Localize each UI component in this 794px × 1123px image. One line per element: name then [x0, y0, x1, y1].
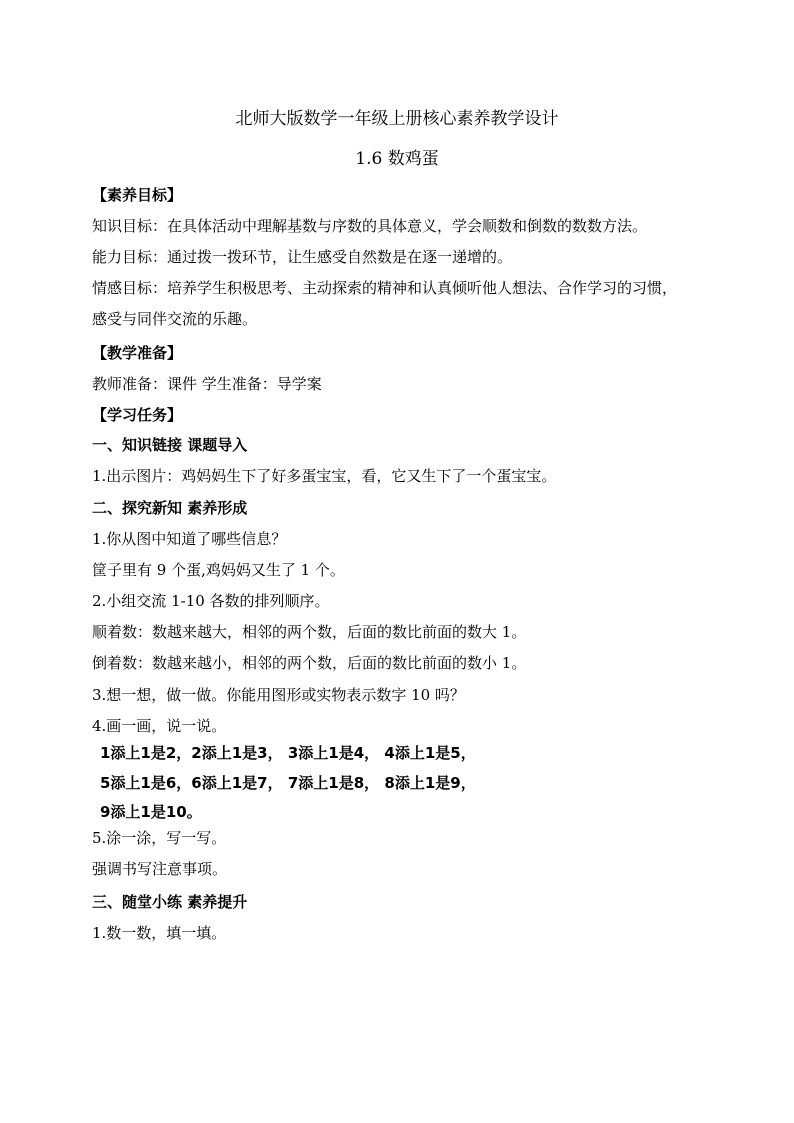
section-heading-goals: 【素养目标】: [92, 186, 183, 204]
addition-line-3: 9添上1是10。: [100, 803, 202, 821]
writing-note: 强调书写注意事项。: [92, 860, 228, 878]
task-two-answer-1: 筐子里有 9 个蛋,鸡妈妈又生了 1 个。: [92, 561, 345, 579]
addition-line-1: 1添上1是2，2添上1是3， 3添上1是4， 4添上1是5，: [100, 744, 476, 762]
task-one-item-1: 1.出示图片：鸡妈妈生下了好多蛋宝宝，看，它又生下了一个蛋宝宝。: [92, 467, 557, 485]
emotion-goal-continued: 感受与同伴交流的乐趣。: [92, 310, 258, 328]
lesson-title: 1.6 数鸡蛋: [355, 149, 439, 169]
task-two-item-5: 5.涂一涂，写一写。: [92, 829, 227, 847]
task-part-two-heading: 二、探究新知 素养形成: [92, 499, 248, 517]
preparation-text: 教师准备：课件 学生准备：导学案: [92, 375, 322, 393]
addition-line-2: 5添上1是6，6添上1是7， 7添上1是8， 8添上1是9，: [100, 774, 476, 792]
task-part-one-heading: 一、知识链接 课题导入: [92, 436, 248, 454]
backward-counting-text: 倒着数：数越来越小，相邻的两个数，后面的数比前面的数小 1。: [92, 654, 527, 672]
task-two-item-4: 4.画一画，说一说。: [92, 717, 227, 735]
emotion-goal: 情感目标：培养学生积极思考、主动探索的精神和认真倾听他人想法、合作学习的习惯，: [92, 279, 678, 297]
section-heading-tasks: 【学习任务】: [92, 406, 183, 424]
ability-goal: 能力目标：通过拨一拨环节，让生感受自然数是在逐一递增的。: [92, 248, 513, 266]
forward-counting-text: 顺着数：数越来越大，相邻的两个数，后面的数比前面的数大 1。: [92, 623, 527, 641]
document-title: 北师大版数学一年级上册核心素养教学设计: [235, 109, 559, 129]
task-part-three-heading: 三、随堂小练 素养提升: [92, 893, 248, 911]
task-two-item-2: 2.小组交流 1-10 各数的排列顺序。: [92, 592, 330, 610]
section-heading-preparation: 【教学准备】: [92, 344, 183, 362]
knowledge-goal: 知识目标：在具体活动中理解基数与序数的具体意义，学会顺数和倒数的数数方法。: [92, 217, 648, 235]
task-two-item-3: 3.想一想，做一做。你能用图形或实物表示数字 10 吗？: [92, 686, 465, 704]
task-three-item-1: 1.数一数，填一填。: [92, 924, 227, 942]
task-two-item-1: 1.你从图中知道了哪些信息？: [92, 530, 287, 548]
